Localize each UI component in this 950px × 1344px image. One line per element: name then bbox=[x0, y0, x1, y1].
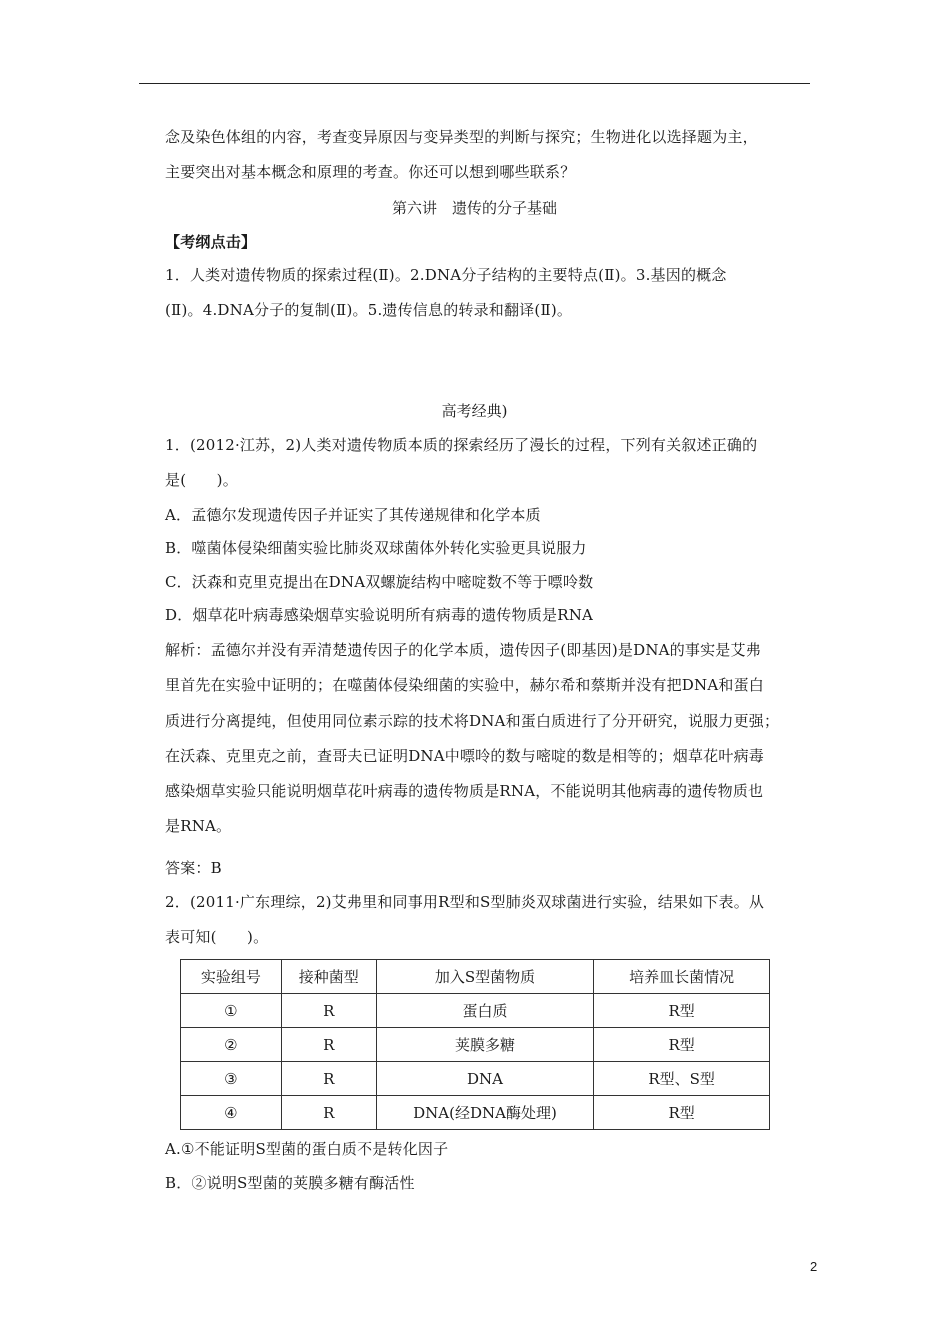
syllabus-line-2: (Ⅱ)。4.DNA分子的复制(Ⅱ)。5.遗传信息的转录和翻译(Ⅱ)。 bbox=[165, 301, 573, 319]
header-rule bbox=[139, 83, 810, 84]
q1-answer: 答案：B bbox=[165, 859, 222, 877]
table-header-cell: 培养皿长菌情况 bbox=[594, 960, 770, 994]
table-cell: 荚膜多糖 bbox=[376, 1028, 594, 1062]
table-cell: DNA bbox=[376, 1062, 594, 1096]
intro-line-1: 念及染色体组的内容，考查变异原因与变异类型的判断与探究；生物进化以选择题为主， bbox=[165, 128, 758, 146]
syllabus-heading: 【考纲点击】 bbox=[165, 233, 257, 251]
q1-option-a: A．孟德尔发现遗传因子并证实了其传递规律和化学本质 bbox=[165, 506, 541, 524]
table-cell: ③ bbox=[181, 1062, 282, 1096]
table-cell: R型 bbox=[594, 1028, 770, 1062]
q1-option-c: C．沃森和克里克提出在DNA双螺旋结构中嘧啶数不等于嘌呤数 bbox=[165, 573, 594, 591]
q2-stem-2: 表可知( )。 bbox=[165, 928, 269, 946]
table-cell: 蛋白质 bbox=[376, 994, 594, 1028]
section-title: 高考经典) bbox=[441, 402, 508, 420]
q1-analysis-line: 质进行分离提纯，但使用同位素示踪的技术将DNA和蛋白质进行了分开研究，说服力更强； bbox=[165, 712, 780, 730]
table-cell: R型 bbox=[594, 994, 770, 1028]
experiment-table bbox=[180, 959, 770, 1130]
page-number: 2 bbox=[810, 1259, 818, 1274]
intro-line-2: 主要突出对基本概念和原理的考查。你还可以想到哪些联系？ bbox=[165, 163, 576, 181]
table-cell: R bbox=[281, 1062, 376, 1096]
q1-analysis-line: 是RNA。 bbox=[165, 817, 232, 835]
q2-option-a: A.①不能证明S型菌的蛋白质不是转化因子 bbox=[165, 1140, 449, 1158]
table-cell: R型 bbox=[594, 1096, 770, 1130]
table-cell: R bbox=[281, 994, 376, 1028]
q1-analysis-line: 在沃森、克里克之前，查哥夫已证明DNA中嘌呤的数与嘧啶的数是相等的；烟草花叶病毒 bbox=[165, 747, 764, 765]
q1-analysis-line: 里首先在实验中证明的；在噬菌体侵染细菌的实验中，赫尔希和蔡斯并没有把DNA和蛋白 bbox=[165, 676, 764, 694]
table-cell: DNA(经DNA酶处理) bbox=[376, 1096, 594, 1130]
table-cell: ① bbox=[181, 994, 282, 1028]
table-header-cell: 实验组号 bbox=[181, 960, 282, 994]
lecture-title: 第六讲 遗传的分子基础 bbox=[391, 199, 557, 217]
table-row bbox=[181, 1028, 770, 1062]
table-cell: R型、S型 bbox=[594, 1062, 770, 1096]
q2-stem-1: 2．(2011·广东理综，2)艾弗里和同事用R型和S型肺炎双球菌进行实验，结果如下表。从 bbox=[165, 893, 765, 911]
q1-analysis-line: 感染烟草实验只能说明烟草花叶病毒的遗传物质是RNA，不能说明其他病毒的遗传物质也 bbox=[165, 782, 764, 800]
table-cell: R bbox=[281, 1096, 376, 1130]
q1-stem-2: 是( )。 bbox=[165, 471, 238, 489]
q1-option-d: D．烟草花叶病毒感染烟草实验说明所有病毒的遗传物质是RNA bbox=[165, 606, 594, 624]
q1-stem-1: 1．(2012·江苏，2)人类对遗传物质本质的探索经历了漫长的过程，下列有关叙述正确的 bbox=[165, 436, 758, 454]
q1-analysis-line: 解析：孟德尔并没有弄清楚遗传因子的化学本质，遗传因子(即基因)是DNA的事实是艾弗 bbox=[165, 641, 761, 659]
table-header-row bbox=[181, 960, 770, 994]
table-row bbox=[181, 994, 770, 1028]
table-row bbox=[181, 1096, 770, 1130]
q2-option-b: B．②说明S型菌的荚膜多糖有酶活性 bbox=[165, 1174, 415, 1192]
table-cell: R bbox=[281, 1028, 376, 1062]
q1-option-b: B．噬菌体侵染细菌实验比肺炎双球菌体外转化实验更具说服力 bbox=[165, 539, 587, 557]
table-header-cell: 接种菌型 bbox=[281, 960, 376, 994]
table-row bbox=[181, 1062, 770, 1096]
table-cell: ④ bbox=[181, 1096, 282, 1130]
syllabus-line-1: 1．人类对遗传物质的探索过程(Ⅱ)。2.DNA分子结构的主要特点(Ⅱ)。3.基因的概念 bbox=[165, 266, 727, 284]
table-header-cell: 加入S型菌物质 bbox=[376, 960, 594, 994]
table-cell: ② bbox=[181, 1028, 282, 1062]
